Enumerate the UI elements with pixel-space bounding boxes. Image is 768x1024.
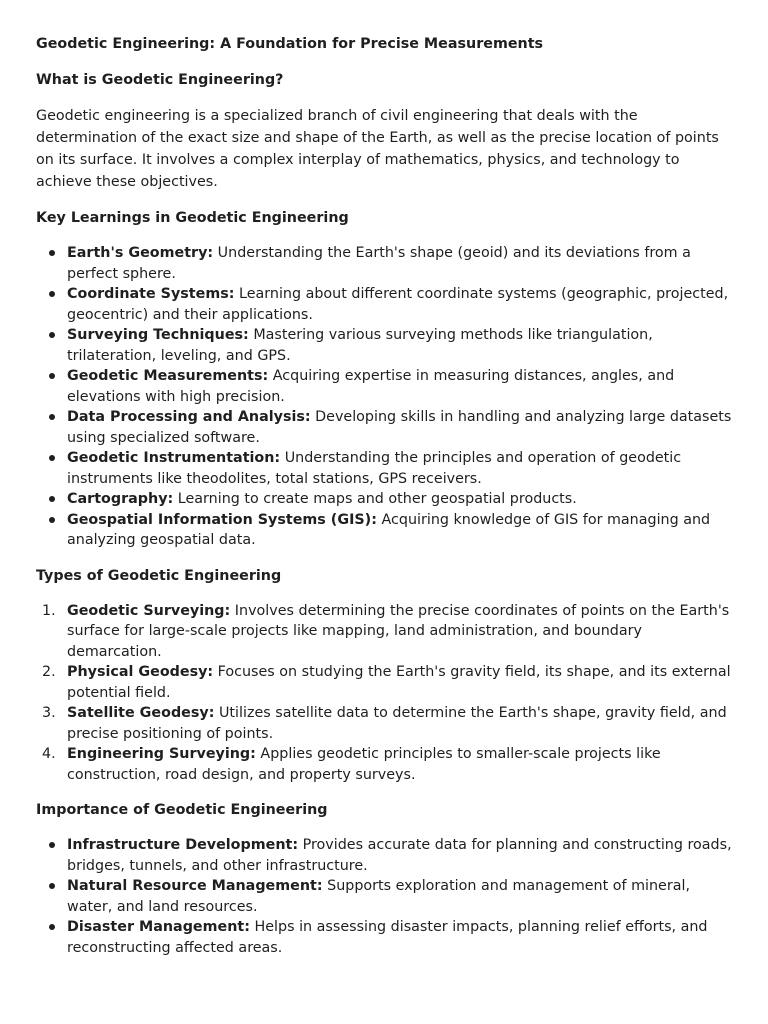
- item-term: Engineering Surveying:: [67, 746, 256, 762]
- item-text: Mastering various surveying methods like triangulation, trilateration, leveling, and GPS.: [67, 327, 653, 364]
- item-text: Utilizes satellite data to determine the Earth's shape, gravity field, and precise positioning of points.: [67, 705, 727, 742]
- item-term: Cartography:: [67, 491, 174, 507]
- list-item: [67, 510, 734, 551]
- item-text: Helps in assessing disaster impacts, planning relief efforts, and reconstructing affected areas.: [67, 919, 708, 956]
- list-item: [42, 703, 734, 744]
- key-learnings-list: [36, 243, 734, 551]
- importance-list: [36, 835, 734, 958]
- item-term: Earth's Geometry:: [67, 245, 214, 261]
- item-text: Applies geodetic principles to smaller-scale projects like construction, road design, and property surveys.: [67, 746, 661, 783]
- item-term: Data Processing and Analysis:: [67, 409, 311, 425]
- types-list: [36, 601, 734, 786]
- item-term: Physical Geodesy:: [67, 664, 214, 680]
- list-item: [67, 366, 734, 407]
- list-item: [67, 489, 734, 510]
- list-item: [67, 876, 734, 917]
- intro-paragraph: Geodetic engineering is a specialized branch of civil engineering that deals with the determination of the exact size and shape of the Earth, as well as the precise location of points on its surface. It involves a complex interplay of mathematics, physics, and technology to achieve these objectives.: [36, 108, 719, 190]
- item-text: Acquiring expertise in measuring distances, angles, and elevations with high precision.: [67, 368, 675, 405]
- item-term: Geodetic Instrumentation:: [67, 450, 281, 466]
- section-heading-key-learnings: Key Learnings in Geodetic Engineering: [36, 210, 349, 226]
- item-text: Provides accurate data for planning and constructing roads, bridges, tunnels, and other infrastructure.: [67, 837, 732, 874]
- list-item: [67, 917, 734, 958]
- item-number: 1.: [42, 602, 56, 619]
- list-item: [67, 243, 734, 284]
- item-text: Involves determining the precise coordinates of points on the Earth's surface for large-scale projects like mapping, land administration, and boundary demarcation.: [67, 602, 730, 660]
- item-text: Learning about different coordinate systems (geographic, projected, geocentric) and their applications.: [67, 286, 729, 323]
- item-text: Understanding the principles and operation of geodetic instruments like theodolites, total stations, GPS receivers.: [67, 450, 682, 487]
- item-term: Geodetic Surveying:: [67, 602, 231, 619]
- item-text: Focuses on studying the Earth's gravity field, its shape, and its external potential field.: [67, 664, 731, 701]
- section-heading-types: Types of Geodetic Engineering: [36, 567, 282, 584]
- item-term: Disaster Management:: [67, 919, 250, 935]
- item-term: Geodetic Measurements:: [67, 368, 269, 384]
- list-item: [42, 662, 734, 703]
- list-item: [67, 835, 734, 876]
- item-text: Learning to create maps and other geospatial products.: [173, 491, 577, 507]
- item-text: Supports exploration and management of mineral, water, and land resources.: [67, 878, 690, 915]
- list-item: [67, 448, 734, 489]
- item-text: Developing skills in handling and analyzing large datasets using specialized software.: [67, 409, 732, 446]
- section-heading-what-is: What is Geodetic Engineering?: [36, 72, 284, 88]
- list-item: [67, 284, 734, 325]
- item-term: Surveying Techniques:: [67, 327, 249, 343]
- item-number: 3.: [42, 705, 56, 721]
- item-term: Natural Resource Management:: [67, 878, 323, 894]
- item-number: 2.: [42, 664, 56, 680]
- item-text: Acquiring knowledge of GIS for managing and analyzing geospatial data.: [67, 511, 711, 548]
- list-item: [42, 744, 734, 785]
- list-item: [67, 325, 734, 366]
- item-text: Understanding the Earth's shape (geoid) and its deviations from a perfect sphere.: [67, 245, 691, 282]
- item-term: Satellite Geodesy:: [67, 705, 215, 721]
- item-number: 4.: [42, 746, 56, 762]
- item-term: Coordinate Systems:: [67, 286, 235, 302]
- section-heading-importance: Importance of Geodetic Engineering: [36, 802, 328, 818]
- list-item: [67, 407, 734, 448]
- document-title: Geodetic Engineering: A Foundation for Precise Measurements: [36, 36, 544, 52]
- item-term: Geospatial Information Systems (GIS):: [67, 511, 377, 528]
- list-item: [42, 601, 734, 663]
- item-term: Infrastructure Development:: [67, 837, 299, 853]
